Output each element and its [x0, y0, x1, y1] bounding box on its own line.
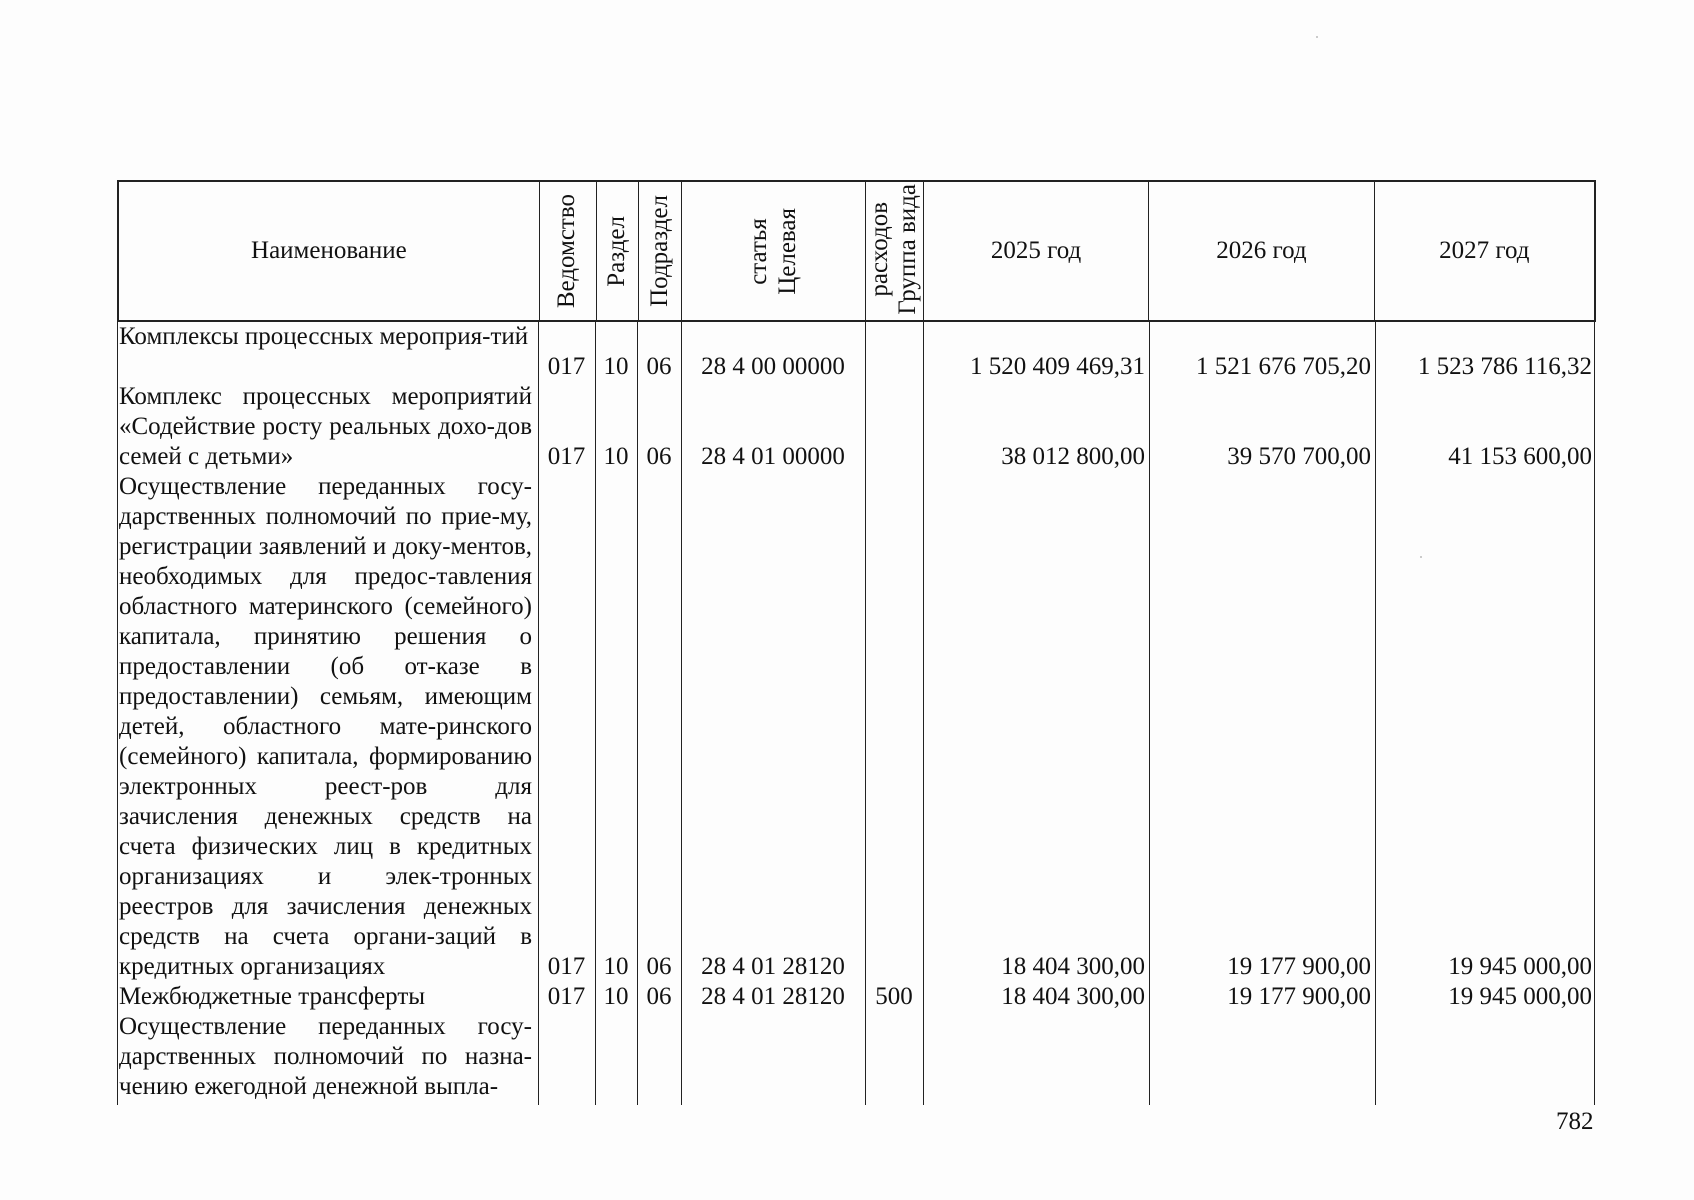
budget-table	[117, 180, 1596, 1105]
page-number: 782	[1556, 1108, 1594, 1135]
row-podrazdel: 06	[646, 443, 672, 470]
row-2026: 39 570 700,00	[1227, 443, 1371, 470]
row-razdel: 10	[603, 983, 629, 1010]
row-group: 500	[875, 983, 913, 1010]
row-name: Осуществление переданных госу-дарственных полномочий по прие-му, регистрации заявлений и доку-ментов, необходимых для предос-тавления областного материнского (семейного) капитала, принятию решения о предоставлении (об от-казе в предоставлении) семьям, имеющим детей, областного мате-ринского (семейного) капитала, формированию электронных реест-ров для зачисления денежных средств на счета физических лиц в кредитных организациях и элек-тронных реестров для зачисления денежных средств на счета органи-заций в кредитных организациях	[119, 473, 532, 980]
header-vedomstvo	[540, 182, 597, 320]
row-razdel: 10	[603, 443, 629, 470]
row-2026: 19 177 900,00	[1227, 983, 1371, 1010]
row-vedomstvo: 017	[547, 353, 586, 380]
row-name: Комплексы процессных мероприя-тий	[119, 323, 529, 350]
grid-line	[117, 322, 118, 1105]
row-2025: 18 404 300,00	[1001, 953, 1145, 980]
row-vedomstvo: 017	[547, 953, 586, 980]
row-2027: 19 945 000,00	[1448, 983, 1592, 1010]
header-vedomstvo-text: Ведомство	[553, 193, 581, 309]
row-name: Межбюджетные трансферты	[119, 983, 426, 1010]
header-group	[866, 182, 924, 320]
header-group-line2: расходов	[865, 201, 893, 297]
row-target: 28 4 01 28120	[701, 953, 845, 980]
header-group-wrap	[866, 184, 924, 315]
row-2025: 1 520 409 469,31	[970, 353, 1145, 380]
row-razdel: 10	[603, 953, 629, 980]
row-razdel: 10	[603, 353, 629, 380]
row-2026: 19 177 900,00	[1227, 953, 1371, 980]
row-name: Комплекс процессных мероприятий «Содействие росту реальных дохо-дов семей с детьми»	[119, 383, 532, 470]
row-vedomstvo: 017	[547, 443, 586, 470]
grid-line	[1594, 322, 1595, 1105]
row-podrazdel: 06	[646, 953, 672, 980]
header-target-line1: Целевая	[773, 207, 801, 295]
row-2027: 41 153 600,00	[1448, 443, 1592, 470]
header-group-line1: Группа вида	[894, 184, 922, 315]
row-2026: 1 521 676 705,20	[1196, 353, 1371, 380]
header-2026	[1149, 182, 1374, 320]
header-target-wrap	[745, 208, 803, 295]
header-razdel	[597, 182, 639, 320]
table-body	[117, 322, 1596, 1105]
header-2025	[924, 182, 1149, 320]
header-name	[119, 182, 540, 320]
row-target: 28 4 00 00000	[701, 353, 845, 380]
row-target: 28 4 01 28120	[701, 983, 845, 1010]
row-podrazdel: 06	[646, 353, 672, 380]
row-2027: 1 523 786 116,32	[1417, 353, 1592, 380]
row-2025: 38 012 800,00	[1001, 443, 1145, 470]
row-podrazdel: 06	[646, 983, 672, 1010]
row-2027: 19 945 000,00	[1448, 953, 1592, 980]
header-target-line2: статья	[744, 217, 772, 285]
header-podrazdel-text: Подраздел	[645, 195, 673, 307]
row-target: 28 4 01 00000	[701, 443, 845, 470]
scan-speck	[1420, 556, 1422, 558]
header-name-text: Наименование	[251, 236, 407, 264]
header-target	[682, 182, 865, 320]
header-razdel-text: Раздел	[602, 215, 630, 287]
row-vedomstvo: 017	[547, 983, 586, 1010]
header-2025-text: 2025 год	[990, 236, 1082, 264]
header-podrazdel	[639, 182, 683, 320]
header-2027	[1375, 182, 1594, 320]
scan-speck	[1316, 36, 1318, 38]
row-name: Осуществление переданных госу-дарственных полномочий по назна-чению ежегодной денежной выпла-	[119, 1013, 532, 1100]
table-header	[117, 180, 1596, 322]
row-2025: 18 404 300,00	[1001, 983, 1145, 1010]
header-2027-text: 2027 год	[1439, 236, 1530, 264]
header-2026-text: 2026 год	[1216, 236, 1307, 264]
